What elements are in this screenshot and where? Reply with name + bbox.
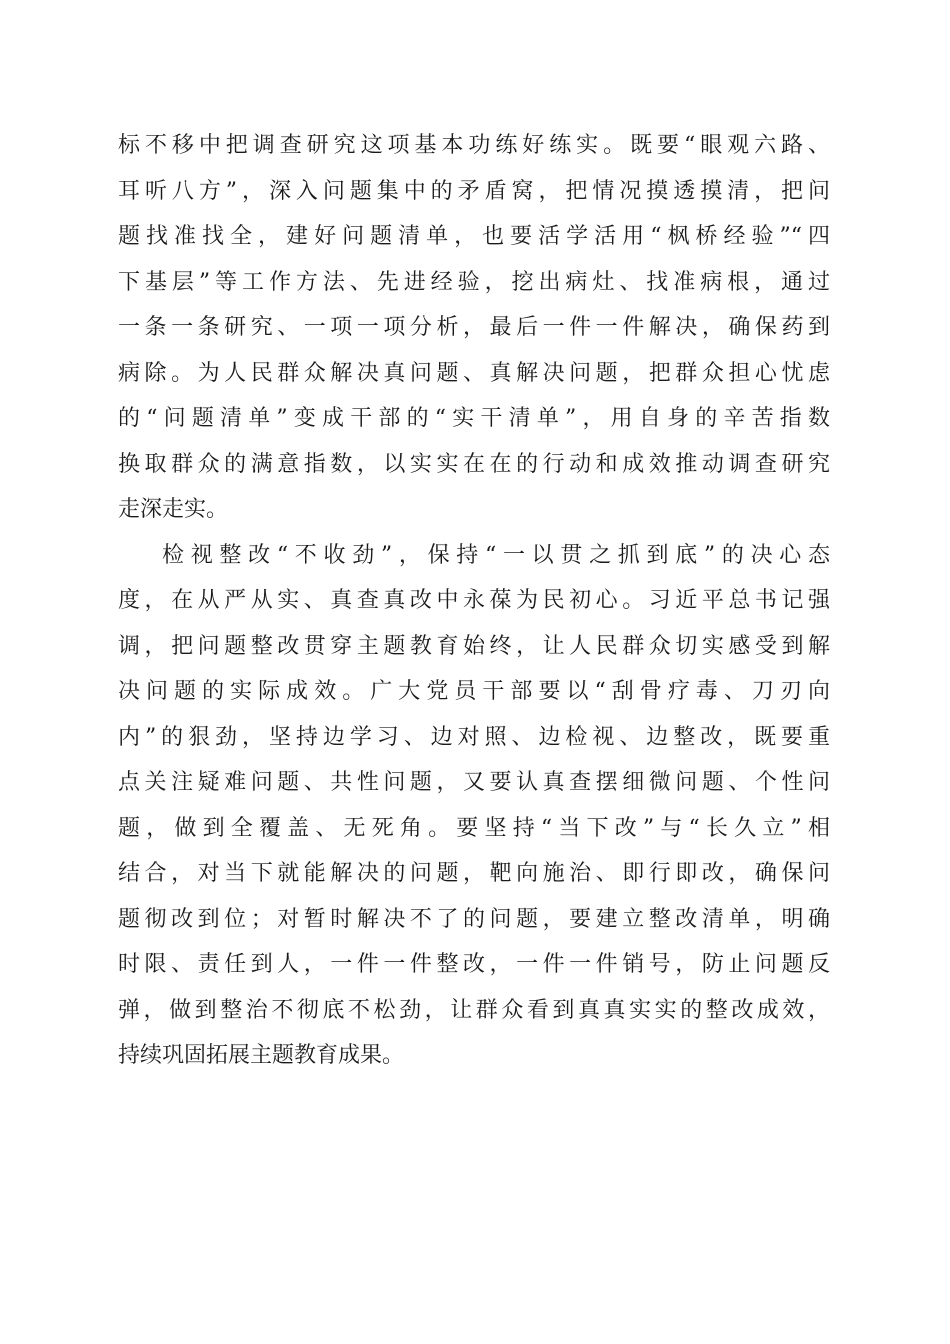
paragraph-line: 题彻改到位；对暂时解决不了的问题，要建立整改清单，明确 [118,906,830,932]
paragraph-line: 走深走实。 [118,497,229,522]
paragraph-line: 病除。为人民群众解决真问题、真解决问题，把群众担心忧虑 [118,360,830,386]
paragraph-line: 检视整改“不收劲”，保持“一以贯之抓到底”的决心态 [162,542,830,568]
paragraph-line: 下基层”等工作方法、先进经验，挖出病灶、找准病根，通过 [118,269,830,295]
paragraph-line: 一条一条研究、一项一项分析，最后一件一件解决，确保药到 [118,315,830,340]
paragraph-line: 换取群众的满意指数，以实实在在的行动和成效推动调查研究 [118,451,830,477]
paragraph-line: 的“问题清单”变成干部的“实干清单”，用自身的辛苦指数 [118,406,830,431]
paragraph-line: 耳听八方”，深入问题集中的矛盾窝，把情况摸透摸清，把问 [118,178,830,204]
paragraph-line: 点关注疑难问题、共性问题，又要认真查摆细微问题、个性问 [118,770,830,795]
paragraph-line: 持续巩固拓展主题教育成果。 [118,1043,405,1068]
paragraph-line: 结合，对当下就能解决的问题，靶向施治、即行即改，确保问 [118,861,830,886]
paragraph-line: 内”的狠劲，坚持边学习、边对照、边检视、边整改，既要重 [118,724,830,750]
paragraph-1 [118,123,830,533]
paragraph-line: 时限、责任到人，一件一件整改，一件一件销号，防止问题反 [118,952,830,977]
paragraph-line: 标不移中把调查研究这项基本功练好练实。既要“眼观六路、 [118,133,830,158]
paragraph-line: 弹，做到整治不彻底不松劲，让群众看到真真实实的整改成效， [118,997,830,1023]
paragraph-line: 决问题的实际成效。广大党员干部要以“刮骨疗毒、刀刃向 [118,679,830,704]
paragraph-line: 度，在从严从实、真查真改中永葆为民初心。习近平总书记强 [118,588,830,613]
body-text [118,123,830,1079]
paragraph-line: 题找准找全，建好问题清单，也要活学活用“枫桥经验”“四 [118,224,830,249]
paragraph-2 [118,533,830,1079]
paragraph-line: 题，做到全覆盖、无死角。要坚持“当下改”与“长久立”相 [118,815,830,841]
paragraph-line: 调，把问题整改贯穿主题教育始终，让人民群众切实感受到解 [118,633,830,659]
